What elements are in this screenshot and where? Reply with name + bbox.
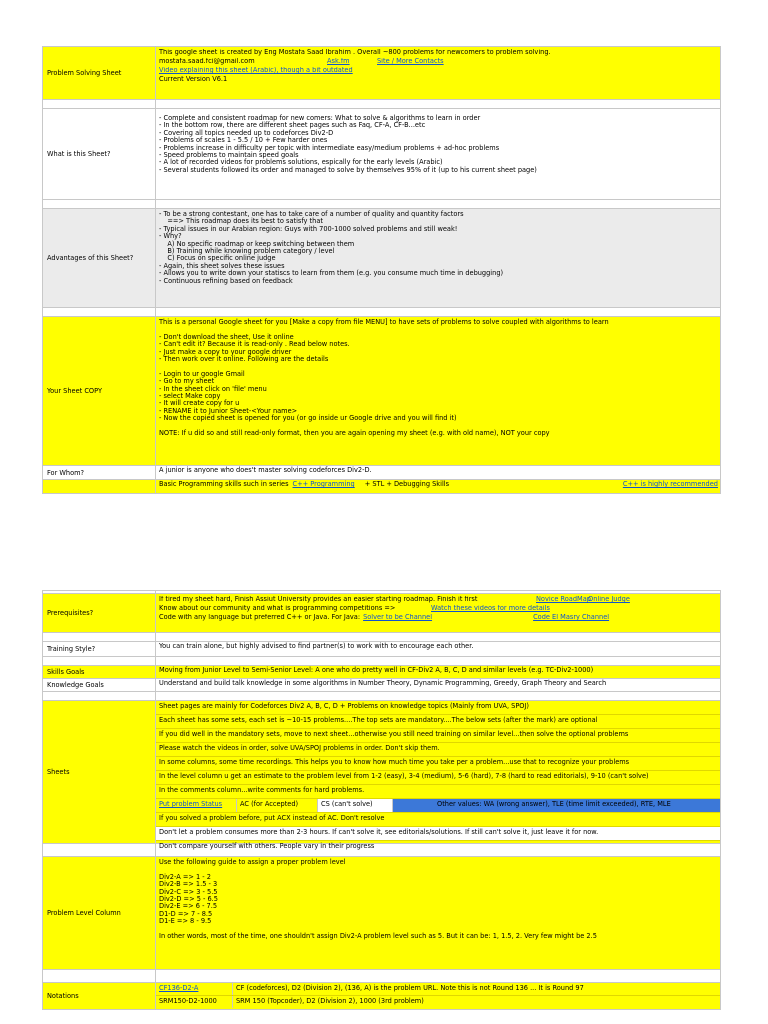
site-contacts-link[interactable]: Site / More Contacts — [377, 58, 444, 65]
row-label: Problem Level Column — [43, 857, 156, 969]
spacer-row — [43, 692, 721, 701]
spacer-row — [43, 100, 721, 109]
row-advantages — [43, 209, 721, 308]
prereq-line1: If tired my sheet hard, Finish Assiut University provides an easier starting roadmap. Finish it first — [159, 596, 478, 603]
row-label: Your Sheet COPY — [43, 317, 156, 465]
advantages-text: - To be a strong contestant, one has to take care of a number of quality and quantity factors ==> This roadmap does its best to satisfy that - Typical issues in our Arabian region: Guys with 700-1000 solved problems and still weak! - Why? A) No specific roadmap or keep switching between them B) Training while knowing problem category / level C) Focus on specific online judge - Again, this sheet solves these issues - Allows you to write down your statiscs to learn from them (e.g. you consume much time in debugging) - Continuous refining based on feedback — [156, 209, 721, 307]
row-label: Notations — [43, 983, 156, 1009]
row-label: Knowledge Goals — [43, 679, 156, 691]
row-label: Skills Goals — [43, 666, 156, 678]
sheets-line: Sheet pages are mainly for Codeforces Div2 A, B, C, D + Problems on knowledge topics (Mainly from UVA, SPOJ) — [156, 701, 720, 715]
sheet-intro-text: This google sheet is created by Eng Mostafa Saad Ibrahim . Overall ~800 problems for newcomers to problem solving. — [159, 49, 551, 56]
row-sheets — [43, 701, 721, 850]
sheet-copy-text: This is a personal Google sheet for you [Make a copy from file MENU] to have sets of problems to solve coupled with algorithms to learn - Don't download the sheet, Use it online - Can't edit it? Because it is read-only . Read below notes. - Just make a copy to your google driver - Then work over it online. Following are the details - Login to ur google Gmail - Go to my sheet - In the sheet click on 'file' menu - select Make copy - It will create copy for u - RENAME it to Junior Sheet-<Your name> - Now the copied sheet is opened for you (or go inside ur Google drive and you will find it) NOTE: If u did so and still read-only format, then you are again opening my sheet (e.g. with old name), NOT your copy — [156, 317, 721, 465]
row-prerequisites — [43, 594, 721, 633]
spacer-row — [43, 657, 721, 666]
sheets-line: Please watch the videos in order, solve UVA/SPOJ problems in order. Don't skip them. — [156, 743, 720, 757]
watch-videos-link[interactable]: Watch these videos for more details — [431, 605, 550, 612]
problem-level-text: Use the following guide to assign a proper problem level Div2-A => 1 - 2 Div2-B => 1.5 - 3 Div2-C => 3 - 5.5 Div2-D => 5 - 6.5 Div2-E => 6 - 7.5 D1-D => 7 - 8.5 D1-E => 8 - 9.5 In other words, most of the time, one shouldn't assign Div2-A problem level such as 5. But it can be: 1, 1.5, 2. Very few might be 2.5 — [156, 857, 721, 969]
knowledge-text: Understand and build talk knowledge in some algorithms in Number Theory, Dynamic Programming, Greedy, Graph Theory and Search — [156, 679, 721, 691]
for-whom-text: A junior is anyone who does't master solving codeforces Div2-D. — [156, 466, 721, 479]
notation-cf-example[interactable]: CF136-D2-A — [156, 983, 233, 995]
ask-fm-link[interactable]: Ask.fm — [327, 58, 350, 65]
sheets-tail-line: Don't compare yourself with others. People vary in their progress — [159, 842, 375, 850]
stl-debugging-text: + STL + Debugging Skills — [364, 480, 450, 488]
other-status-values: Other values: WA (wrong answer), TLE (time limit exceeded), RTE, MLE — [393, 799, 720, 812]
row-problem-solving-sheet — [43, 47, 721, 100]
novice-roadmap-link[interactable]: Novice RoadMap — [536, 596, 591, 603]
row-problem-level — [43, 857, 721, 970]
row-label: Prerequisites? — [43, 594, 156, 632]
row-skills-goals — [43, 666, 721, 679]
basic-skills-text: Basic Programming skills such in series — [159, 480, 289, 488]
solver-channel-link[interactable]: Solver to be Channel — [363, 614, 433, 621]
cpp-programming-link[interactable]: C++ Programming — [292, 480, 355, 488]
row-what-is-sheet — [43, 109, 721, 200]
ac-status-label: AC (for Accepted) — [237, 799, 318, 812]
spacer-row — [43, 844, 721, 857]
row-label: Training Style? — [43, 642, 156, 656]
spacer-row — [43, 200, 721, 209]
row-label: Sheets — [43, 701, 156, 843]
notation-srm-desc: SRM 150 (Topcoder), D2 (Division 2), 1000 (3rd problem) — [236, 997, 424, 1005]
row-your-sheet-copy — [43, 317, 721, 466]
training-text: You can train alone, but highly advised to find partner(s) to work with to encourage each other. — [156, 642, 721, 656]
row-label: Problem Solving Sheet — [43, 47, 156, 99]
cs-status-label: CS (can't solve) — [318, 799, 393, 812]
notation-cf-desc: CF (codeforces), D2 (Division 2), (136, A) is the problem URL. Note this is not Round 136 ... It is Round 97 — [236, 984, 584, 992]
row-notations — [43, 983, 721, 1010]
online-judge-link[interactable]: Online Judge — [588, 596, 630, 603]
cpp-recommended-link[interactable]: C++ is highly recommended — [622, 480, 718, 488]
row-prerequisite-skills — [43, 480, 721, 494]
skills-text: Moving from Junior Level to Semi-Senior Level: A one who do pretty well in CF-Div2 A, B, C, D and similar levels (e.g. TC-Div2-1000) — [156, 666, 721, 678]
spacer-row — [43, 633, 721, 642]
sheets-line: Each sheet has some sets, each set is ~10-15 problems....The top sets are mandatory....The below sets (after the mark) are optional — [156, 715, 720, 729]
video-explaining-link[interactable]: Video explaining this sheet (Arabic), though a bit outdated — [159, 67, 353, 74]
row-training-style — [43, 642, 721, 657]
sheets-tail-line: If you solved a problem before, put ACX instead of AC. Don't resolve — [156, 813, 720, 827]
prereq-line2: Know about our community and what is programming competitions => — [159, 605, 396, 612]
prereq-line3: Code with any language but preferred C++ or Java. For Java: — [159, 614, 361, 621]
sheets-line: In the comments column...write comments for hard problems. — [156, 785, 720, 799]
put-status-link[interactable]: Put problem Status — [156, 799, 237, 812]
sheets-tail-line: Don't let a problem consumes more than 2-3 hours. If can't solve it, see editorials/solutions. If still can't solve it, just leave it for now. — [156, 827, 720, 841]
email-text: mostafa.saad.fci@gmail.com — [159, 58, 255, 65]
row-label: What is this Sheet? — [43, 109, 156, 199]
row-label: Advantages of this Sheet? — [43, 209, 156, 307]
code-el-masry-link[interactable]: Code El Masry Channel — [533, 614, 610, 621]
what-is-sheet-text: - Complete and consistent roadmap for new comers: What to solve & algorithms to learn in order - In the bottom row, there are different sheet pages such as Faq, CF-A, CF-B...etc - Covering all topics needed up to codeforces Div2-D - Problems of scales 1 - 5.5 / 10 + Few harder ones - Problems increase in difficulty per topic with intermediate easy/medium problems + ad-hoc problems - Speed problems to maintain speed goals - A lot of recorded videos for problems solutions, espically for the early levels (Arabic) - Several students followed its order and managed to solve by themselves 95% of it (up to his current sheet page) — [156, 109, 721, 199]
sheets-line: In some columns, some time recordings. This helps you to know how much time you take per a problem...use that to recognize your problems — [156, 757, 720, 771]
row-label: For Whom? — [43, 466, 156, 479]
sheets-line: In the level column u get an estimate to the problem level from 1-2 (easy), 3-4 (medium), 5-6 (hard), 7-8 (hard to read editorials), 9-10 (can't solve) — [156, 771, 720, 785]
row-for-whom — [43, 466, 721, 480]
row-knowledge-goals — [43, 679, 721, 692]
info-table-bottom — [42, 590, 721, 1010]
spacer-row — [43, 970, 721, 983]
spacer-row — [43, 308, 721, 317]
sheets-line: If you did well in the mandatory sets, move to next sheet...otherwise you still need training on similar level...then solve the optional problems — [156, 729, 720, 743]
notation-srm-example: SRM150-D2-1000 — [156, 996, 233, 1008]
version-text: Current Version V6.1 — [159, 76, 228, 83]
info-table-top — [42, 46, 721, 494]
status-legend-row — [156, 799, 720, 813]
